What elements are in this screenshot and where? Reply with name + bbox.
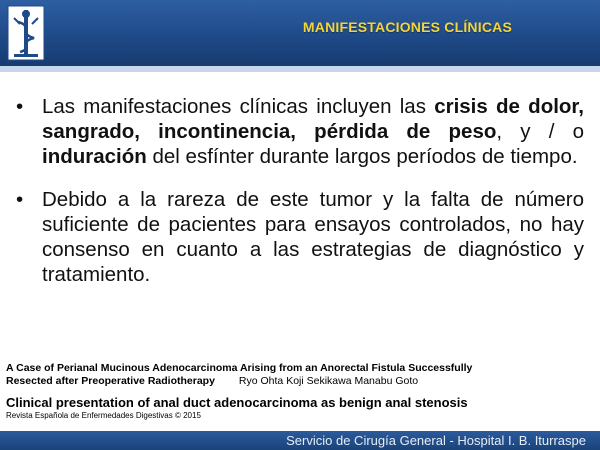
bullet-text: Las manifestaciones clínicas incluyen las [42,95,435,118]
bullet-item [12,94,584,169]
reference-1-title-line1: A Case of Perianal Mucinous Adenocarcinoma Arising from an Anorectal Fistula Successfully [6,362,473,374]
slide-title: MANIFESTACIONES CLÍNICAS [302,19,512,35]
reference-1-line2 [6,375,418,387]
header-divider [0,66,600,72]
reference-2-title: Clinical presentation of anal duct adenocarcinoma as benign anal stenosis [6,395,468,410]
bullet-marker: • [16,188,24,211]
bullet-text-bold: crisis de dolor, sangrado, incontinencia, pérdida de peso [42,95,584,143]
bullet-item [12,187,584,287]
footer-text: Servicio de Cirugía General - Hospital I. B. Iturraspe [286,433,586,448]
reference-2-source: Revista Española de Enfermedades Digestivas © 2015 [6,411,201,420]
reference-1-authors: Ryo Ohta Koji Sekikawa Manabu Goto [238,375,419,387]
slide-footer [0,431,600,450]
hospital-emblem-icon [6,4,46,62]
reference-1-title-line2: Resected after Preoperative Radiotherapy [6,375,215,387]
bullet-marker: • [16,95,24,118]
bullet-text-bold: induración [42,145,147,168]
bullet-list [12,94,584,305]
bullet-text: Debido a la rareza de este tumor y la falta de número suficiente de pacientes para ensayos controlados, no hay consenso en cuanto a las estrategias de diagnóstico y tratamiento. [42,188,584,286]
slide-header [0,0,600,66]
bullet-text: , y / o [496,120,584,143]
bullet-text: del esfínter durante largos períodos de tiempo. [146,145,578,168]
